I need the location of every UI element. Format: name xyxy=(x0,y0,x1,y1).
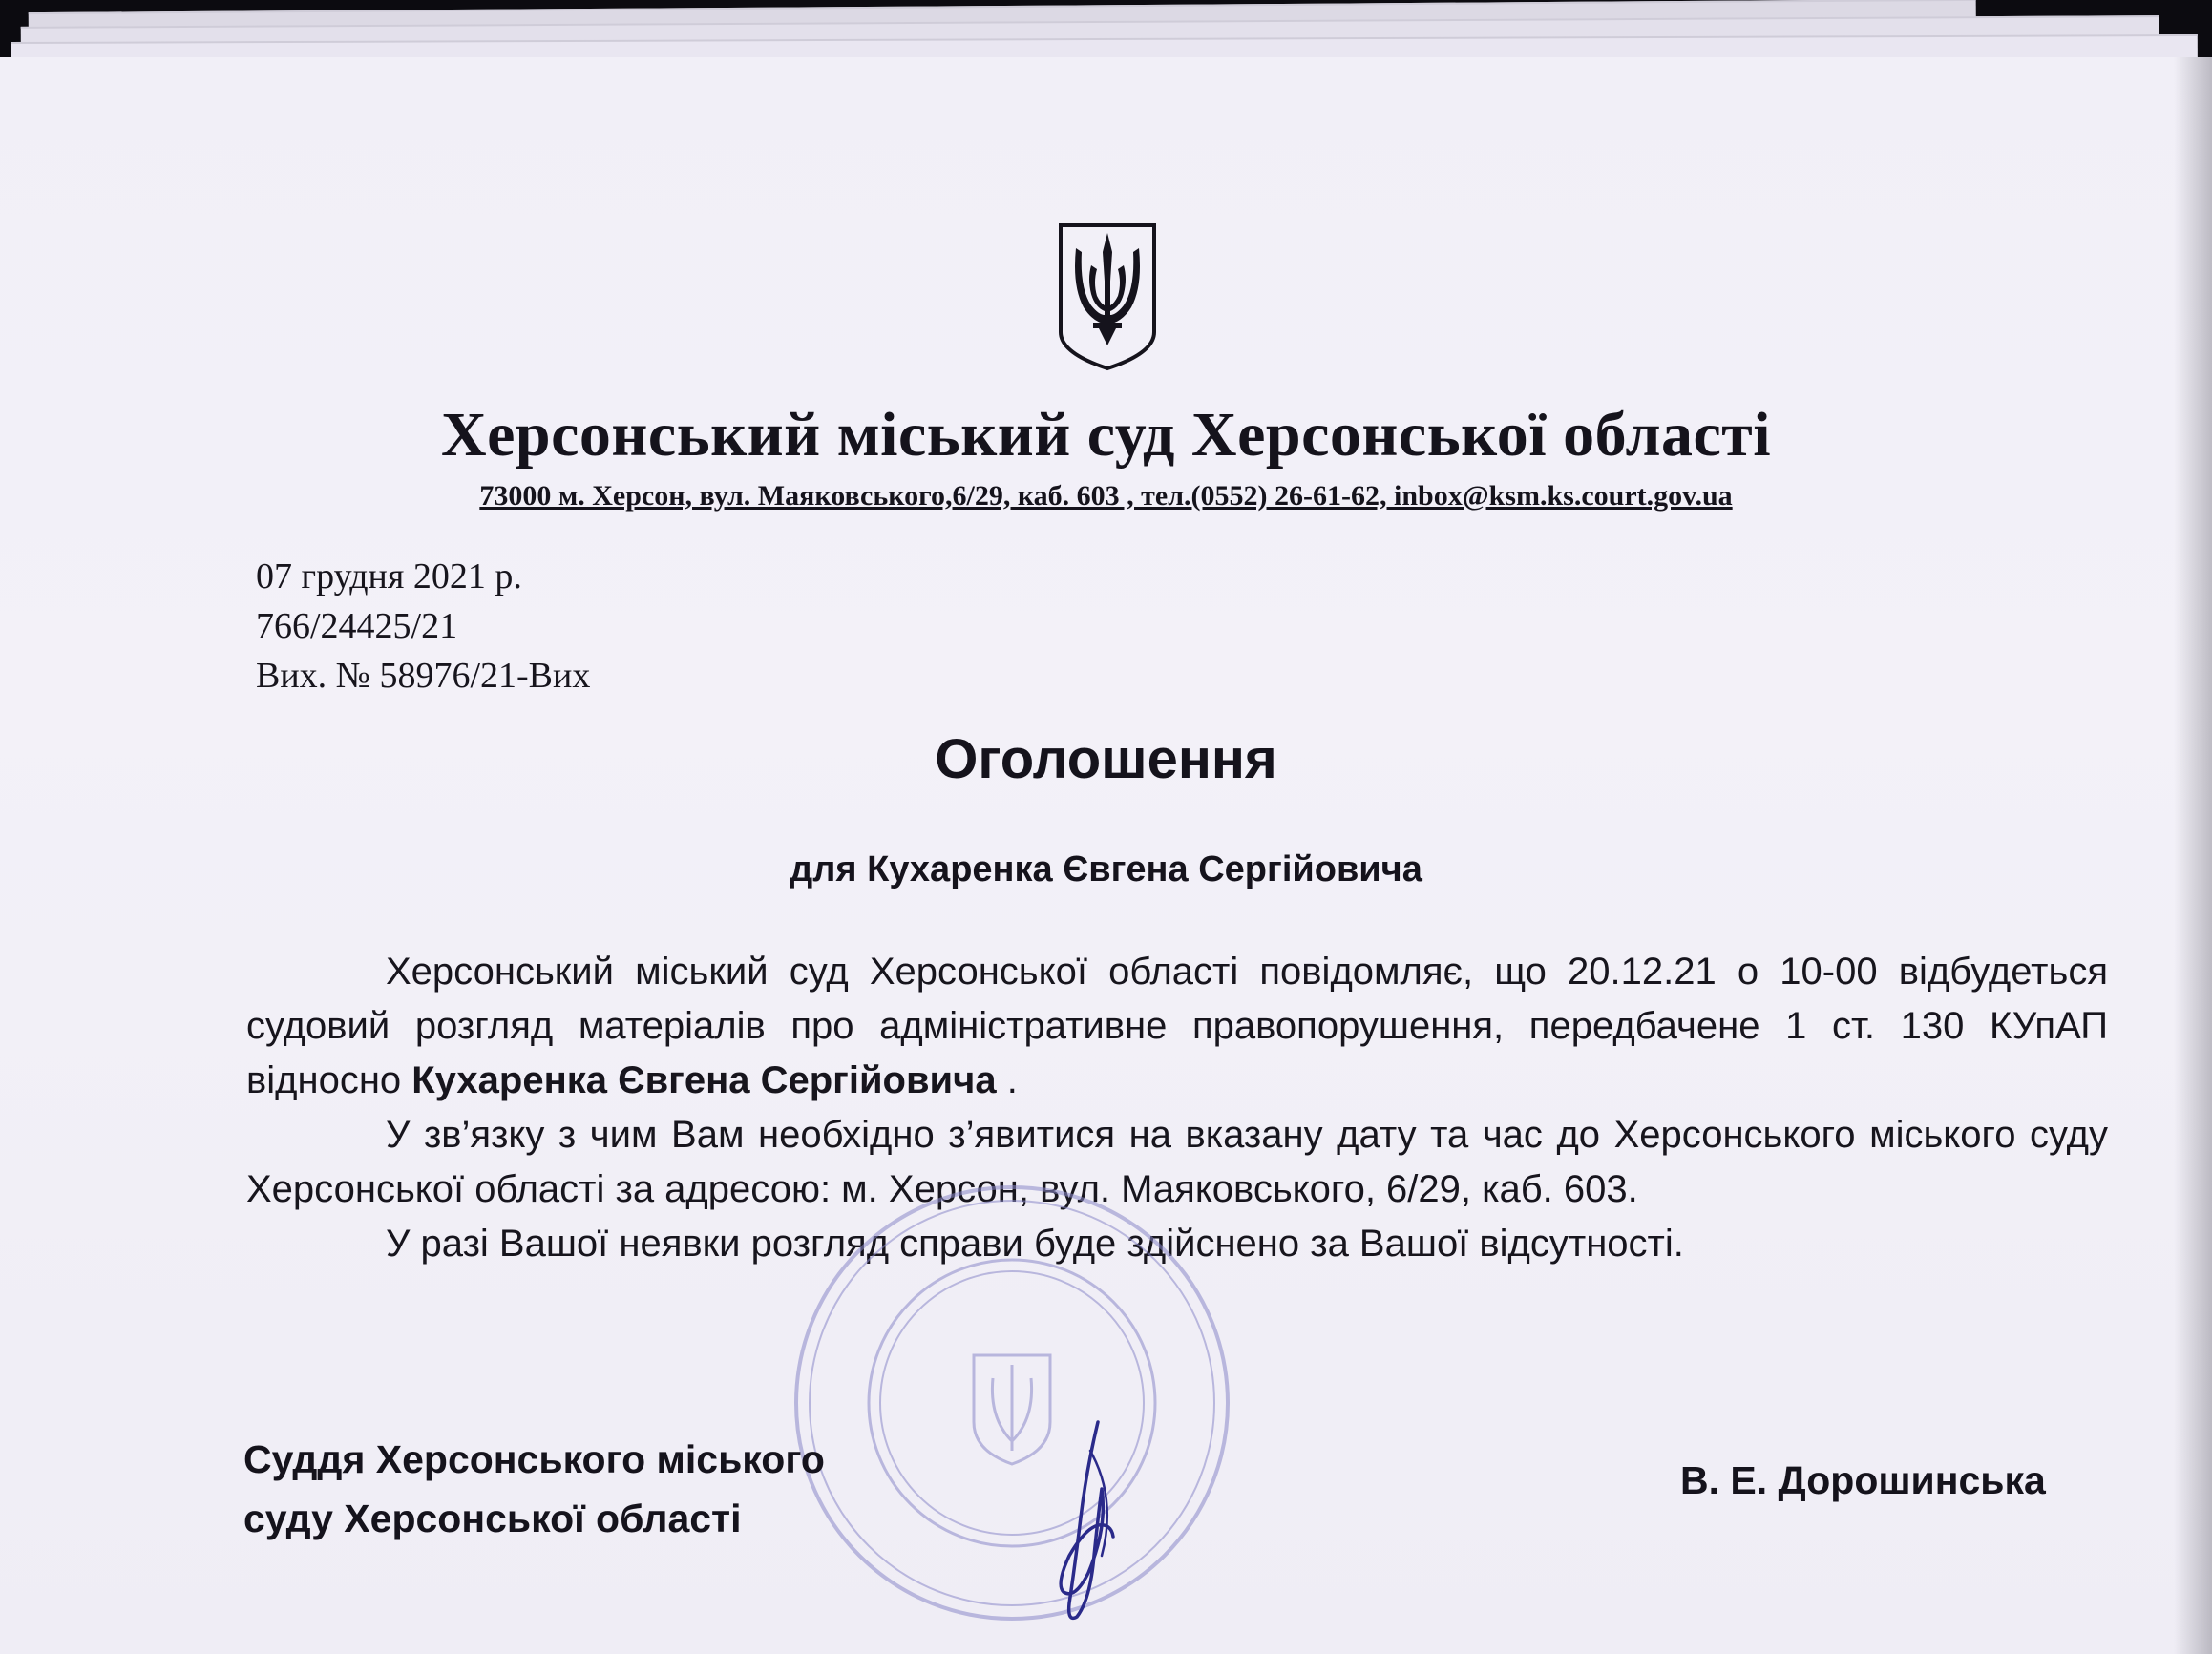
court-name-heading: Херсонський міський суд Херсонської області xyxy=(440,400,1772,470)
handwritten-signature xyxy=(1031,1413,1146,1632)
document-date: 07 грудня 2021 р. xyxy=(256,556,522,597)
coat-of-arms-icon xyxy=(1055,220,1160,372)
case-number: 766/24425/21 xyxy=(256,606,458,646)
signer-position-line: суду Херсонської області xyxy=(243,1497,742,1540)
judge-name: В. Е. Дорошинська xyxy=(1680,1458,2046,1502)
signer-position-line: Суддя Херсонського міського xyxy=(243,1437,825,1481)
document-title: Оголошення xyxy=(935,728,1277,790)
paragraph-hearing-text: Херсонський міський суд Херсонської області повідомляє, що 20.12.21 о 10-00 відбудеться судовий розгляд матеріалів про адміністративне правопорушення, передбачене 1 ст. 130 КУпАП відносно xyxy=(246,951,2108,1101)
court-stamp xyxy=(783,1174,1241,1632)
paragraph-appearance: У зв’язку з чим Вам необхідно з’явитися на вказану дату та час до Херсонського міського суду Херсонської області за адресою: м. Херсон, вул. Маяковського, 6/29, каб. 603. xyxy=(246,1114,2108,1210)
paragraph-absence: У разі Вашої неявки розгляд справи буде здійснено за Вашої відсутності. xyxy=(386,1223,1684,1265)
defendant-name: Кухаренка Євгена Сергійовича xyxy=(411,1059,997,1101)
signer-position xyxy=(243,1430,825,1548)
document-meta xyxy=(256,552,590,701)
outgoing-number: Вих. № 58976/21-Вих xyxy=(256,656,591,696)
court-address-line: 73000 м. Херсон, вул. Маяковського,6/29, каб. 603 , тел.(0552) 26-61-62, inbox@ksm.ks.court.gov.ua xyxy=(479,480,1733,512)
paragraph-hearing xyxy=(246,945,2108,1108)
paragraph-hearing-end: . xyxy=(996,1059,1018,1101)
addressee-line: для Кухаренка Євгена Сергійовича xyxy=(790,849,1422,890)
